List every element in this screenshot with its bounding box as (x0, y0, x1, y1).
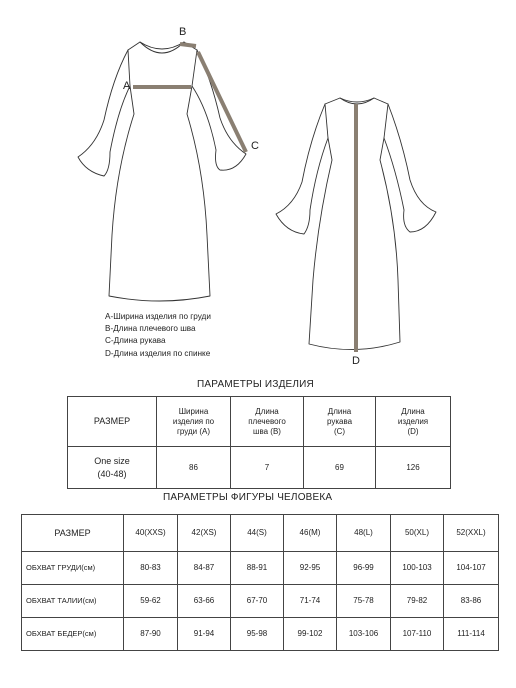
body-params-title: ПАРАМЕТРЫ ФИГУРЫ ЧЕЛОВЕКА (163, 492, 333, 503)
value-cell: 96-99 (337, 552, 391, 585)
row-label-waist: ОБХВАТ ТАЛИИ(см) (22, 585, 124, 618)
value-cell: 107-110 (391, 618, 444, 651)
size-cell: 48(L) (337, 515, 391, 552)
measure-label-c: C (251, 140, 259, 152)
table-row (22, 618, 499, 651)
measure-line-b (180, 44, 196, 46)
back-left-sleeve-outline (276, 104, 328, 234)
size-cell: 50(XL) (391, 515, 444, 552)
size-cell: 42(XS) (178, 515, 231, 552)
value-cell: 84-87 (178, 552, 231, 585)
header-text: рукава (326, 416, 353, 426)
value-cell: 100-103 (391, 552, 444, 585)
size-cell (68, 447, 157, 489)
table-row (68, 447, 451, 489)
header-text: груди (A) (176, 426, 211, 436)
value-cell: 103-106 (337, 618, 391, 651)
size-text: One size (94, 455, 130, 466)
value-cell: 67-70 (231, 585, 284, 618)
header-text: изделия (397, 416, 429, 426)
measure-line-c (198, 52, 246, 152)
table-row (22, 585, 499, 618)
value-cell: 91-94 (178, 618, 231, 651)
header-text: шва (B) (253, 426, 281, 436)
header-text: Длина (401, 406, 425, 416)
size-cell: 40(XXS) (124, 515, 178, 552)
size-cell: 44(S) (231, 515, 284, 552)
size-cell: 46(M) (284, 515, 337, 552)
row-label-chest: ОБХВАТ ГРУДИ(см) (22, 552, 124, 585)
legend-item: D-Длина изделия по спинке (105, 348, 211, 358)
value-cell: 83-86 (444, 585, 499, 618)
legend-item: B-Длина плечевого шва (105, 324, 196, 334)
header-text: Длина (255, 406, 279, 416)
value-cell: 7 (231, 447, 304, 489)
value-cell: 104-107 (444, 552, 499, 585)
table-header-row (22, 515, 499, 552)
value-cell: 92-95 (284, 552, 337, 585)
value-cell: 126 (376, 447, 451, 489)
value-cell: 80-83 (124, 552, 178, 585)
header-cell-shoulder-length (231, 397, 304, 447)
header-cell-sleeve-length (304, 397, 376, 447)
size-cell: 52(XXL) (444, 515, 499, 552)
legend-item: A-Ширина изделия по груди (105, 312, 211, 321)
value-cell: 79-82 (391, 585, 444, 618)
measurement-legend (105, 311, 211, 360)
front-right-sleeve-outline (192, 50, 246, 170)
value-cell: 88-91 (231, 552, 284, 585)
measure-label-d: D (352, 355, 360, 367)
size-header-cell (68, 397, 157, 447)
size-header-cell: РАЗМЕР (22, 515, 124, 552)
value-cell: 99-102 (284, 618, 337, 651)
table-row (22, 552, 499, 585)
header-text: (C) (333, 426, 346, 436)
garment-params-title: ПАРАМЕТРЫ ИЗДЕЛИЯ (197, 379, 314, 390)
measure-label-b: B (179, 26, 187, 38)
value-cell: 75-78 (337, 585, 391, 618)
table-header-row (68, 397, 451, 447)
value-cell: 63-66 (178, 585, 231, 618)
header-text: плечевого (248, 416, 286, 426)
size-text: (40-48) (97, 468, 127, 479)
header-text: (D) (407, 426, 419, 436)
value-cell: 95-98 (231, 618, 284, 651)
header-text: Длина (327, 406, 352, 416)
row-label-hips: ОБХВАТ БЕДЕР(см) (22, 618, 124, 651)
body-params-table (21, 514, 499, 651)
value-cell: 71-74 (284, 585, 337, 618)
garment-params-table (67, 396, 451, 489)
value-cell: 87-90 (124, 618, 178, 651)
header-text: изделия по (172, 416, 215, 426)
header-cell-chest-width (157, 397, 231, 447)
legend-item: C-Длина рукава (105, 336, 166, 346)
value-cell: 111-114 (444, 618, 499, 651)
value-cell: 86 (157, 447, 231, 489)
header-text: Ширина (178, 406, 209, 416)
value-cell: 59-62 (124, 585, 178, 618)
measure-label-a: A (123, 80, 131, 92)
value-cell: 69 (304, 447, 376, 489)
header-cell-garment-length (376, 397, 451, 447)
header-text: РАЗМЕР (93, 416, 131, 426)
